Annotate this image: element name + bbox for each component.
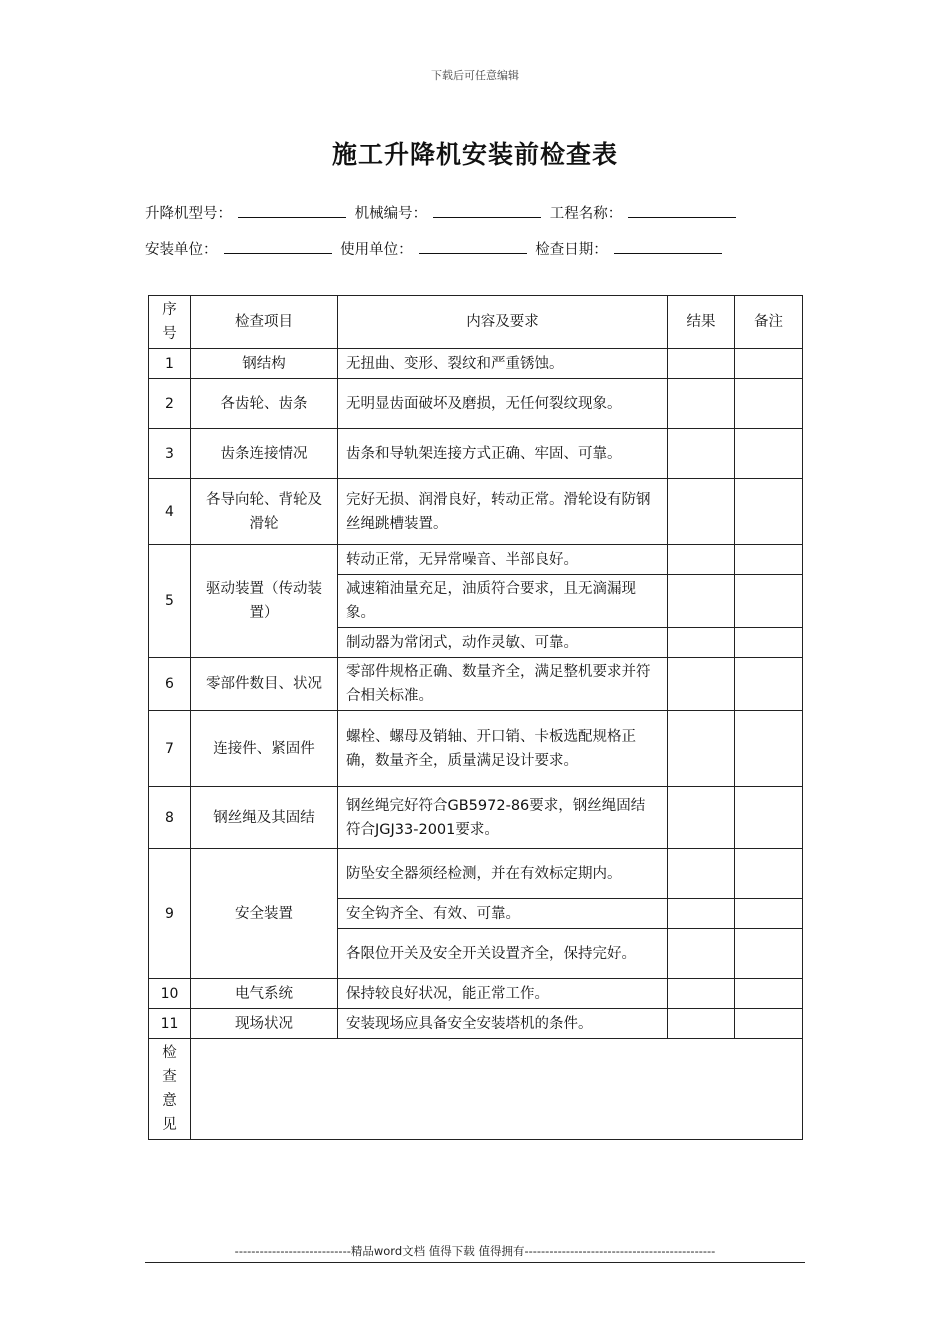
result-cell[interactable]	[668, 711, 735, 787]
requirement: 齿条和导轨架连接方式正确、牢固、可靠。	[338, 429, 668, 479]
machine-no-blank[interactable]	[433, 203, 541, 218]
row-number: 1	[149, 349, 191, 379]
result-cell[interactable]	[668, 658, 735, 711]
use-unit-label: 使用单位：	[340, 242, 413, 258]
check-item: 连接件、紧固件	[191, 711, 338, 787]
remark-cell[interactable]	[735, 628, 803, 658]
remark-cell[interactable]	[735, 349, 803, 379]
check-item: 现场状况	[191, 1009, 338, 1039]
header-content: 内容及要求	[338, 296, 668, 349]
remark-cell[interactable]	[735, 545, 803, 575]
check-item: 钢结构	[191, 349, 338, 379]
requirement: 防坠安全器须经检测，并在有效标定期内。	[338, 849, 668, 899]
requirement: 钢丝绳完好符合GB5972-86要求，钢丝绳固结符合JGJ33-2001要求。	[338, 787, 668, 849]
check-item: 零部件数目、状况	[191, 658, 338, 711]
result-cell[interactable]	[668, 628, 735, 658]
requirement: 零部件规格正确、数量齐全，满足整机要求并符合相关标准。	[338, 658, 668, 711]
check-item: 齿条连接情况	[191, 429, 338, 479]
result-cell[interactable]	[668, 575, 735, 628]
remark-cell[interactable]	[735, 379, 803, 429]
inspection-table	[148, 295, 803, 1140]
opinion-row	[149, 1039, 803, 1140]
check-item: 各导向轮、背轮及滑轮	[191, 479, 338, 545]
table-row	[149, 658, 803, 711]
requirement: 减速箱油量充足，油质符合要求，且无滴漏现象。	[338, 575, 668, 628]
row-number: 10	[149, 979, 191, 1009]
table-row	[149, 849, 803, 899]
opinion-label: 检查意见	[149, 1039, 191, 1140]
row-number: 7	[149, 711, 191, 787]
remark-cell[interactable]	[735, 929, 803, 979]
result-cell[interactable]	[668, 545, 735, 575]
row-number: 8	[149, 787, 191, 849]
row-number: 6	[149, 658, 191, 711]
remark-cell[interactable]	[735, 711, 803, 787]
page-title: 施工升降机安装前检查表	[331, 140, 618, 169]
info-row-2	[145, 238, 726, 259]
check-item: 驱动装置（传动装置）	[191, 545, 338, 658]
result-cell[interactable]	[668, 929, 735, 979]
remark-cell[interactable]	[735, 1009, 803, 1039]
remark-cell[interactable]	[735, 979, 803, 1009]
check-item: 电气系统	[191, 979, 338, 1009]
result-cell[interactable]	[668, 787, 735, 849]
project-name-blank[interactable]	[628, 203, 736, 218]
requirement: 安全钩齐全、有效、可靠。	[338, 899, 668, 929]
install-unit-blank[interactable]	[224, 239, 332, 254]
table-row	[149, 429, 803, 479]
table-row	[149, 1009, 803, 1039]
table-row	[149, 979, 803, 1009]
requirement: 无扭曲、变形、裂纹和严重锈蚀。	[338, 349, 668, 379]
result-cell[interactable]	[668, 349, 735, 379]
remark-cell[interactable]	[735, 787, 803, 849]
row-number: 3	[149, 429, 191, 479]
row-number: 11	[149, 1009, 191, 1039]
row-number: 4	[149, 479, 191, 545]
header-remark: 备注	[735, 296, 803, 349]
table-row	[149, 711, 803, 787]
result-cell[interactable]	[668, 849, 735, 899]
footer-text: ----------------------------精品word文档 值得下载 值得拥有----------------------------------------------	[234, 1244, 716, 1258]
header-result: 结果	[668, 296, 735, 349]
result-cell[interactable]	[668, 1009, 735, 1039]
requirement: 无明显齿面破坏及磨损，无任何裂纹现象。	[338, 379, 668, 429]
table-row	[149, 349, 803, 379]
table-row	[149, 379, 803, 429]
requirement: 完好无损、润滑良好，转动正常。滑轮设有防钢丝绳跳槽装置。	[338, 479, 668, 545]
result-cell[interactable]	[668, 899, 735, 929]
remark-cell[interactable]	[735, 575, 803, 628]
remark-cell[interactable]	[735, 899, 803, 929]
requirement: 转动正常，无异常噪音、半部良好。	[338, 545, 668, 575]
remark-cell[interactable]	[735, 849, 803, 899]
use-unit-blank[interactable]	[419, 239, 527, 254]
remark-cell[interactable]	[735, 429, 803, 479]
row-number: 2	[149, 379, 191, 429]
header-note: 下载后可任意编辑	[431, 69, 519, 82]
machine-no-label: 机械编号：	[354, 206, 428, 222]
check-item: 各齿轮、齿条	[191, 379, 338, 429]
table-header-row	[149, 296, 803, 349]
requirement: 保持较良好状况，能正常工作。	[338, 979, 668, 1009]
check-date-blank[interactable]	[614, 239, 722, 254]
table-row	[149, 787, 803, 849]
opinion-field[interactable]	[191, 1039, 803, 1140]
table-row	[149, 479, 803, 545]
model-label: 升降机型号：	[145, 206, 232, 222]
info-row-1	[145, 202, 740, 223]
table-row	[149, 545, 803, 575]
result-cell[interactable]	[668, 979, 735, 1009]
footer-rule	[145, 1262, 805, 1263]
requirement: 安装现场应具备安全安装塔机的条件。	[338, 1009, 668, 1039]
result-cell[interactable]	[668, 479, 735, 545]
result-cell[interactable]	[668, 429, 735, 479]
row-number: 9	[149, 849, 191, 979]
requirement: 各限位开关及安全开关设置齐全，保持完好。	[338, 929, 668, 979]
model-blank[interactable]	[238, 203, 346, 218]
remark-cell[interactable]	[735, 479, 803, 545]
row-number: 5	[149, 545, 191, 658]
check-date-label: 检查日期：	[535, 242, 608, 258]
table-body	[149, 349, 803, 1039]
result-cell[interactable]	[668, 379, 735, 429]
header-seq: 序号	[149, 296, 191, 349]
header-item: 检查项目	[191, 296, 338, 349]
check-item: 钢丝绳及其固结	[191, 787, 338, 849]
requirement: 制动器为常闭式，动作灵敏、可靠。	[338, 628, 668, 658]
install-unit-label: 安装单位：	[145, 242, 218, 258]
remark-cell[interactable]	[735, 658, 803, 711]
requirement: 螺栓、螺母及销轴、开口销、卡板选配规格正确，数量齐全，质量满足设计要求。	[338, 711, 668, 787]
project-name-label: 工程名称：	[549, 206, 623, 222]
check-item: 安全装置	[191, 849, 338, 979]
